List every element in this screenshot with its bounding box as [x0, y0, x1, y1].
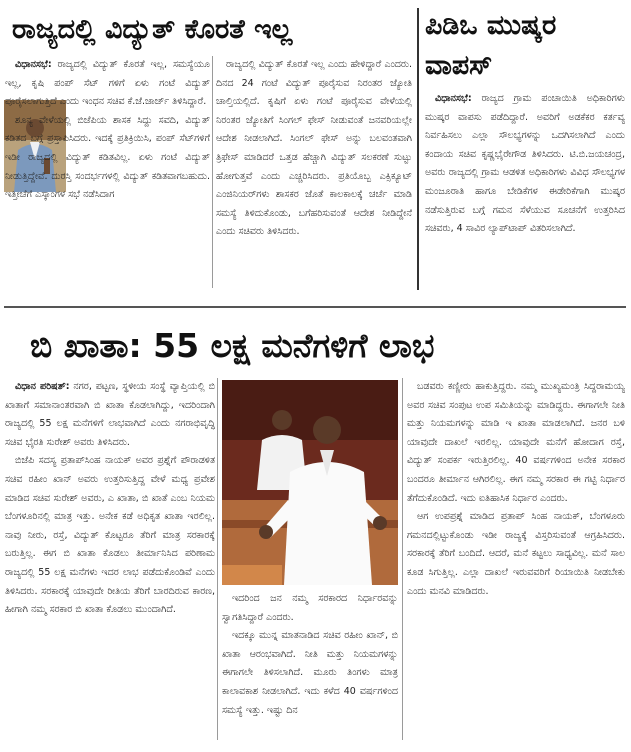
story1-col2-text: ರಾಜ್ಯದಲ್ಲಿ ವಿದ್ಯುತ್ ಕೊರತೆ ಇಲ್ಲ ಎಂದು ಹೇಳಿದ್ದಾರೆ ಎಂದರು. ದಿನದ 24 ಗಂಟೆ ವಿದ್ಯುತ್ ಪೂರೈಸುವ ನಿರಂತರ ಜ್ಯೋತಿ ಚಾಲ್ತಿಯಲ್ಲಿದೆ. ಕೃಷಿಗೆ ಏಳು ಗಂಟೆ ಪೂರೈಸುವ ವೇಳೆಯಲ್ಲಿ ನಿರಂತರ ಜ್ಯೋತಿಗೆ ಸಿಂಗಲ್ ಫೇಸ್ ನೀಡುವಂತೆ ಜನವರಿಯಲ್ಲೇ ಆದೇಶ ನೀಡಲಾಗಿದೆ. ಸಿಂಗಲ್ ಫೇಸ್ ಅನ್ನು ಬಲವಂತವಾಗಿ ತ್ರಿಫೇಸ್ ಮಾಡಿದರೆ ಒತ್ತಡ ಹೆಚ್ಚಾಗಿ ವಿದ್ಯುತ್ ಸಲಕರಣೆ ಸುಟ್ಟು ಹೋಗುತ್ತವೆ ಎಂದು ಎಚ್ಚರಿಸಿದರು. ಪ್ರತಿಯೊಬ್ಬ ಎಕ್ಸಿಕ್ಯೂಟ್ ಎಂಜಿನಿಯರ್‌ಗಳು ಶಾಸಕರ ಜೊತೆ ಕಾಲಕಾಲಕ್ಕೆ ಚರ್ಚೆ ಮಾಡಿ ಸಮಸ್ಯೆ ತಿಳಿದುಕೊಂಡು, ಬಗೆಹರಿಸುವಂತೆ ಆದೇಶ ನೀಡಿದ್ದೇನೆ ಎಂದು ಸಚಿವರು ತಿಳಿಸಿದರು. [216, 59, 412, 238]
story2-col [425, 90, 625, 290]
council-photo [222, 380, 398, 585]
story3-col1-text: ನಗರ, ಪಟ್ಟಣ, ಸ್ಥಳೀಯ ಸಂಸ್ಥೆ ವ್ಯಾಪ್ತಿಯಲ್ಲಿ ಬಿ ಖಾತಾಗೆ ಸಮಾನಾಂತರವಾಗಿ ಬಿ ಖಾತಾ ಕೊಡಲಾಗಿದ್ದು, ಇದರಿಂದಾಗಿ ರಾಜ್ಯದಲ್ಲಿ 55 ಲಕ್ಷ ಮನೆಗಳಿಗೆ ಲಾಭವಾಗಿದೆ ಎಂದು ನಗರಾಭಿವೃದ್ಧಿ ಸಚಿವ ಭೈರತಿ ಸುರೇಶ್ ಅವರು ತಿಳಿಸಿದರು. [5, 381, 215, 448]
story3-col2-text: ಇದರಿಂದ ಜನ ನಮ್ಮ ಸರಕಾರದ ನಿರ್ಧಾರವನ್ನು ಸ್ವಾಗತಿಸಿದ್ದಾರೆ ಎಂದರು. [222, 593, 398, 623]
story1-col2 [216, 56, 412, 289]
story2-headline-line1: ಪಿಡಿಒ ಮುಷ್ಕರ [425, 10, 557, 41]
story1-col1-text: ರಾಜ್ಯದಲ್ಲಿ ವಿದ್ಯುತ್ ಕೊರತೆ ಇಲ್ಲ, ಸಮಸ್ಯೆಯೂ ಇಲ್ಲ, ಕೃಷಿ ಪಂಪ್ ಸೆಟ್ ಗಳಿಗೆ ಏಳು ಗಂಟೆ ವಿದ್ಯುತ್ ಪೂರೈಸಲಾಗುತ್ತಿದೆ ಎಂದು ಇಂಧನ ಸಚಿವ ಕೆ.ಜೆ.ಜಾರ್ಜ್ ತಿಳಿಸಿದ್ದಾರೆ. [5, 59, 210, 108]
story3-col2 [222, 590, 398, 743]
story1-col1b-text: ಶೂನ್ಯ ವೇಳೆಯಲ್ಲಿ ಬಿಜೆಪಿಯ ಶಾಸಕ ಸಿದ್ದು ಸವದಿ, ವಿದ್ಯುತ್ ಕಡಿತದ ಬಗ್ಗೆ ಪ್ರಸ್ತಾಪಿಸಿದರು. ಇದಕ್ಕೆ ಪ್ರತಿಕ್ರಿಯಿಸಿ, ಪಂಪ್ ಸೆಟ್‌ಗಳಿಗೆ ಇಡೀ ರಾಜ್ಯದಲ್ಲಿ ವಿದ್ಯುತ್ ಕಡಿತವಿಲ್ಲ. ಏಳು ಗಂಟೆ ವಿದ್ಯುತ್ ನೀಡುತ್ತಿದ್ದೇವೆ. ದುರಸ್ತಿ ಸಂದರ್ಭಗಳಲ್ಲಿ ವಿದ್ಯುತ್ ಕಡಿತವಾಗಬಹುದು. ಇತ್ತೀಚೆಗೆ ಎಸ್ಕಾಂಗಳ ಸಭೆ ನಡೆಸಿದಾಗ [5, 114, 210, 201]
story1-dateline: ವಿಧಾನಸಭೆ: [15, 59, 52, 70]
story1-headline: ರಾಜ್ಯದಲ್ಲಿ ವಿದ್ಯುತ್ ಕೊರತೆ ಇಲ್ಲ [12, 14, 293, 45]
story3-col3 [407, 378, 625, 743]
story3-dateline: ವಿಧಾನ ಪರಿಷತ್: [15, 381, 70, 392]
story2-dateline: ವಿಧಾನಸಭೆ: [435, 93, 472, 104]
story1-col1 [5, 56, 210, 289]
story3-col3-text: ಬಡವರು ಕಣ್ಣೀರು ಹಾಕುತ್ತಿದ್ದರು. ನಮ್ಮ ಮುಖ್ಯಮಂತ್ರಿ ಸಿದ್ದರಾಮಯ್ಯ ಅವರ ಸಚಿವ ಸಂಪುಟ ಉಪ ಸಮಿತಿಯನ್ನು ಮಾಡಿದ್ದರು. ಈಗಾಗಲೇ ನೀತಿ ಮತ್ತು ನಿಯಮಗಳನ್ನು ಮಾಡಿ ಇ ಖಾತಾ ಮಾಡಲಾಗಿದೆ. ಜನರ ಬಳಿ ಯಾವುದೇ ದಾಖಲೆ ಇರಲಿಲ್ಲ. ಯಾವುದೇ ಮನೆಗೆ ಹೋದಾಗ ರಸ್ತೆ, ವಿದ್ಯುತ್ ಸಂಪರ್ಕ ಇರುತ್ತಿರಲಿಲ್ಲ. 40 ವರ್ಷಗಳಿಂದ ಅನೇಕ ಸರಕಾರ ಬಂದರೂ ತೀರ್ಮಾನ ಆಗಿರಲಿಲ್ಲ. ಈಗ ನಮ್ಮ ಸರಕಾರ ಈ ಗಟ್ಟಿ ನಿರ್ಧಾರ ತೆಗೆದುಕೊಂಡಿದೆ. ಇದು ಐತಿಹಾಸಿಕ ನಿರ್ಧಾರ ಎಂದರು. [407, 381, 625, 504]
story2-headline-line2: ವಾಪಸ್ [425, 50, 493, 81]
story3-col1 [5, 378, 215, 743]
story3-col2b-text: ಇದಕ್ಕೂ ಮುನ್ನ ಮಾತನಾಡಿದ ಸಚಿವ ರಹೀಂ ಖಾನ್, ಬಿ ಖಾತಾ ಆರಂಭವಾಗಿದೆ. ನೀತಿ ಮತ್ತು ನಿಯಮಗಳನ್ನು ಈಗಾಗಲೇ ತಿಳಿಸಲಾಗಿದೆ. ಮೂರು ತಿಂಗಳು ಮಾತ್ರ ಕಾಲಾವಕಾಶ ನೀಡಲಾಗಿದೆ. ಇದು ಕಳೆದ 40 ವರ್ಷಗಳಿಂದ ಸಮಸ್ಯೆ ಇತ್ತು. ಇಷ್ಟು ದಿನ [222, 630, 398, 716]
story3-col3b-text: ಆಗ ಉಪಪ್ರಶ್ನೆ ಮಾಡಿದ ಪ್ರತಾಪ್ ಸಿಂಹ ನಾಯಕ್, ಬೆಂಗಳೂರು ಗಮನದಲ್ಲಿಟ್ಟುಕೊಂಡು ಇಡೀ ರಾಜ್ಯಕ್ಕೆ ವಿಸ್ತರಿಸುವಂತೆ ಆಗ್ರಹಿಸಿದರು. ಸರಕಾರಕ್ಕೆ ತೆರಿಗೆ ಬಂದಿದೆ. ಆದರೆ, ಮನೆ ಕಟ್ಟಲು ಸಾಧ್ಯವಿಲ್ಲ. ಮನೆ ಸಾಲ ಕೂಡ ಸಿಗುತ್ತಿಲ್ಲ. ಎಲ್ಲಾ ದಾಖಲೆ ಇರುವವರಿಗೆ ರಿಯಾಯಿತಿ ನೀಡಬೇಕು ಎಂದು ಮನವಿ ಮಾಡಿದರು. [407, 511, 625, 597]
story2-body-text: ರಾಜ್ಯದ ಗ್ರಾಮ ಪಂಚಾಯಿತಿ ಅಧಿಕಾರಿಗಳು ಮುಷ್ಕರ ವಾಪಸು ಪಡೆದಿದ್ದಾರೆ. ಅವರಿಗೆ ಅಡಕೆಕರ ಕರ್ತವ್ಯ ನಿರ್ವಹಿಸಲು ಎಲ್ಲಾ ಸೌಲಭ್ಯಗಳನ್ನು ಒದಗಿಸಲಾಗಿದೆ ಎಂದು ಕಂದಾಯ ಸಚಿವ ಕೃಷ್ಣಭೈರೇಗೌಡ ತಿಳಿಸಿದರು. ಟಿ.ಬಿ.ಜಯಚಂದ್ರ, ಅವರು ರಾಜ್ಯದಲ್ಲಿ ಗ್ರಾಮ ಆಡಳಿತ ಅಧಿಕಾರಿಗಳು ವಿವಿಧ ಸೌಲಭ್ಯಗಳ ಮಂಜೂರಾತಿ ಹಾಗೂ ಬೇಡಿಕೆಗಳ ಈಡೇರಿಕೆಗಾಗಿ ಮುಷ್ಕರ ನಡೆಸುತ್ತಿರುವ ಬಗ್ಗೆ ಗಮನ ಸೆಳೆಯುವ ಸೂಚನೆಗೆ ಉತ್ತರಿಸಿದ ಸಚಿವರು, 4 ಸಾವಿರ ಲ್ಯಾಪ್‌ಟಾಪ್ ವಿತರಿಸಲಾಗಿದೆ. [425, 93, 625, 235]
story3-col1b-text: ಬಿಜೆಪಿ ಸದಸ್ಯ ಪ್ರತಾಪ್‌ಸಿಂಹ ನಾಯಕ್ ಅವರ ಪ್ರಶ್ನೆಗೆ ಪೌರಾಡಳಿತ ಸಚಿವ ರಹೀಂ ಖಾನ್ ಅವರು ಉತ್ತರಿಸುತ್ತಿದ್ದ ವೇಳೆ ಮಧ್ಯ ಪ್ರವೇಶ ಮಾಡಿದ ಸಚಿವ ಸುರೇಶ್ ಅವರು, ಎ ಖಾತಾ, ಬಿ ಖಾತೆ ಎಂಬ ನಿಯಮ ಬೆಂಗಳೂರಿನಲ್ಲಿ ಮಾತ್ರ ಇತ್ತು. ಅನೇಕ ಕಡೆ ಅಧಿಕೃತ ಖಾತಾ ಇರಲಿಲ್ಲ. ನಾವು ನೀರು, ರಸ್ತೆ, ವಿದ್ಯುತ್ ಕೊಟ್ಟರೂ ತೆರಿಗೆ ಮಾತ್ರ ಸರಕಾರಕ್ಕೆ ಬರುತ್ತಿಲ್ಲ. ಈಗ ಬಿ ಖಾತಾ ಕೊಡಲು ತೀರ್ಮಾನಿಸಿದ ಪರಿಣಾಮ ರಾಜ್ಯದಲ್ಲಿ 55 ಲಕ್ಷ ಮನೆಗಳು ಇದರ ಲಾಭ ಪಡೆದುಕೊಂಡಿವೆ ಎಂದು ತಿಳಿಸಿದರು. ಸರಕಾರಕ್ಕೆ ಯಾವುದೇ ರೀತಿಯ ತೆರಿಗೆ ಬಾರದಿರುವ ಕಾರಣ, ಹೀಗಾಗಿ ನಮ್ಮ ಸರಕಾರ ಬಿ ಖಾತಾ ಕೊಡಲು ಮುಂದಾಗಿದೆ. [5, 455, 215, 616]
story3-headline: ಬಿ ಖಾತಾ: 55 ಲಕ್ಷ ಮನೆಗಳಿಗೆ ಲಾಭ [30, 326, 435, 365]
